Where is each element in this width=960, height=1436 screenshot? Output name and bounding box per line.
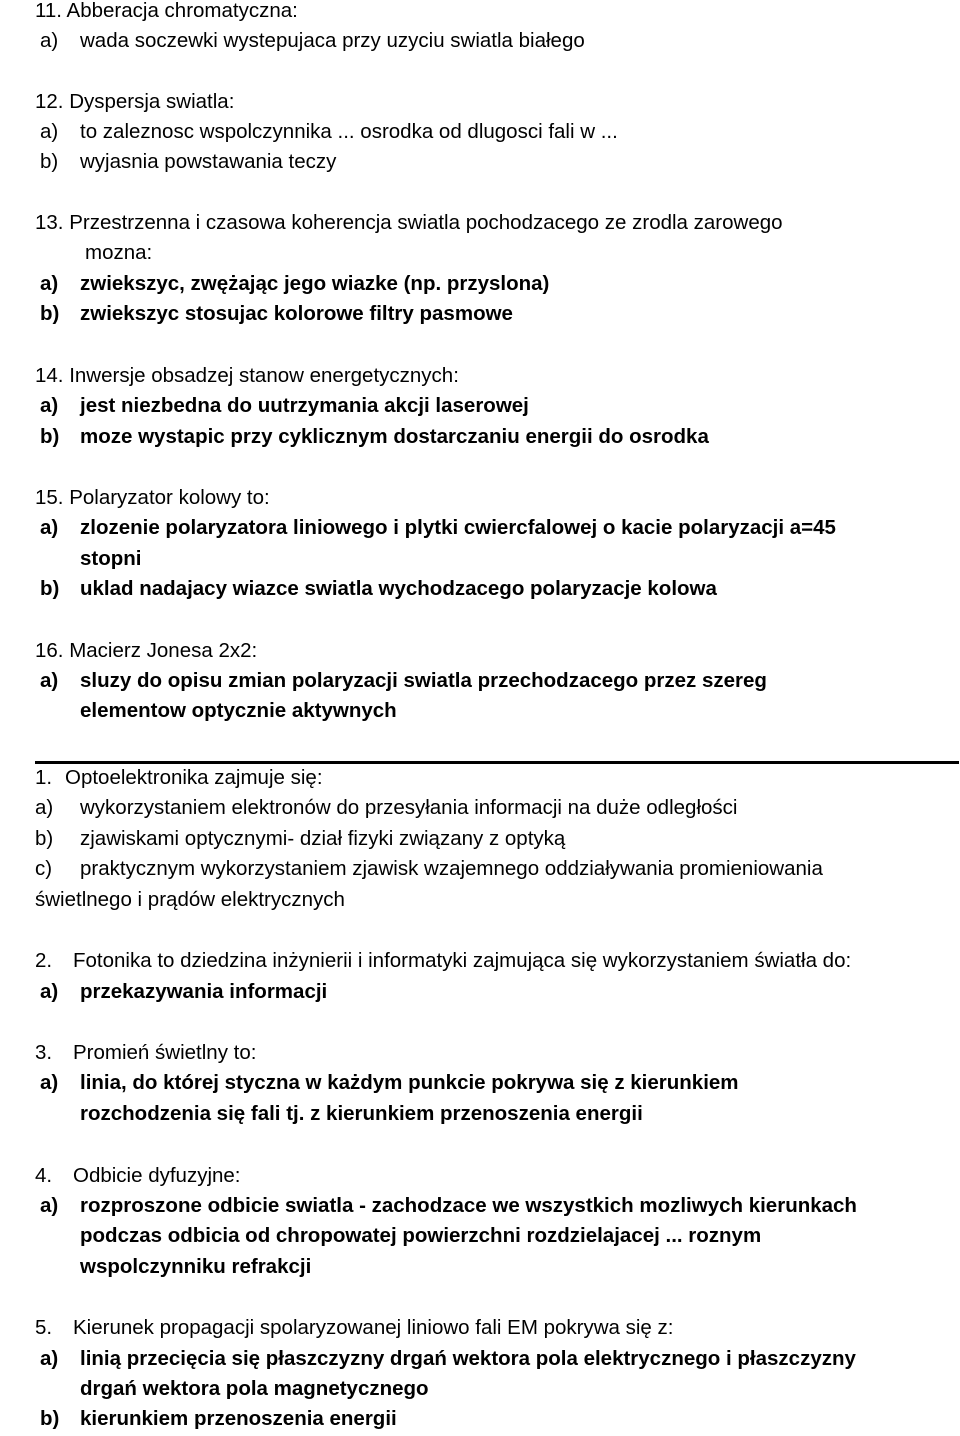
- answer-marker: a): [40, 516, 59, 539]
- answer-text: wada soczewki wystepujaca przy uzyciu swiatla białego: [80, 29, 585, 52]
- question-16-title: 16. Macierz Jonesa 2x2:: [35, 639, 258, 662]
- answer-marker: a): [35, 796, 54, 819]
- question-5-title: [35, 1313, 674, 1343]
- question-number: 5.: [35, 1316, 53, 1339]
- answer-text: linia, do której styczna w każdym punkcie pokrywa się z kierunkiem: [80, 1071, 739, 1094]
- answer-marker: a): [40, 1194, 59, 1217]
- answer-text: linią przecięcia się płaszczyzny drgań wektora pola elektrycznego i płaszczyzny: [80, 1347, 856, 1370]
- question-12-title: 12. Dyspersja swiatla:: [35, 90, 235, 113]
- question-4-answer-a-continued: podczas odbicia od chropowatej powierzchni rozdzielajacej ... roznym: [80, 1224, 762, 1247]
- question-4-answer-a-continued-2: wspolczynniku refrakcji: [80, 1255, 312, 1278]
- answer-text: zwiekszyc stosujac kolorowe filtry pasmowe: [80, 302, 513, 325]
- answer-marker: a): [40, 29, 59, 52]
- answer-marker: b): [40, 302, 60, 325]
- answer-marker: a): [40, 120, 59, 143]
- answer-text: zwiekszyc, zwężając jego wiazke (np. przyslona): [80, 272, 550, 295]
- question-11-title: 11. Abberacja chromatyczna:: [35, 0, 298, 22]
- question-15-title: 15. Polaryzator kolowy to:: [35, 486, 270, 509]
- answer-text: praktycznym wykorzystaniem zjawisk wzajemnego oddziaływania promieniowania: [80, 857, 823, 880]
- question-number: 2.: [35, 949, 53, 972]
- answer-marker: c): [35, 857, 53, 880]
- answer-text: zjawiskami optycznymi- dział fizyki związany z optyką: [80, 827, 566, 850]
- question-number: 1.: [35, 766, 53, 789]
- answer-text: rozproszone odbicie swiatla - zachodzace we wszystkich mozliwych kierunkach: [80, 1194, 857, 1217]
- question-5-answer-a-continued: drgań wektora pola magnetycznego: [80, 1377, 429, 1400]
- answer-marker: b): [35, 827, 54, 850]
- question-13-title-continued: mozna:: [85, 241, 153, 264]
- answer-text: jest niezbedna do uutrzymania akcji laserowej: [80, 394, 529, 417]
- question-1-answer-c-continued: świetlnego i prądów elektrycznych: [35, 888, 345, 911]
- answer-marker: a): [40, 669, 59, 692]
- answer-marker: b): [40, 150, 59, 173]
- question-13-title: 13. Przestrzenna i czasowa koherencja swiatla pochodzacego ze zrodla zarowego: [35, 211, 783, 234]
- answer-text: uklad nadajacy wiazce swiatla wychodzacego polaryzacje kolowa: [80, 577, 717, 600]
- question-15-answer-a-continued: stopni: [80, 547, 142, 570]
- answer-text: wyjasnia powstawania teczy: [80, 150, 337, 173]
- question-14-title: 14. Inwersje obsadzej stanow energetycznych:: [35, 364, 459, 387]
- answer-marker: b): [40, 577, 60, 600]
- question-text: Kierunek propagacji spolaryzowanej liniowo fali EM pokrywa się z:: [73, 1316, 674, 1339]
- question-3-title: [35, 1038, 257, 1068]
- question-16-answer-a-continued: elementow optycznie aktywnych: [80, 699, 397, 722]
- answer-marker: a): [40, 980, 59, 1003]
- answer-text: sluzy do opisu zmian polaryzacji swiatla przechodzacego przez szereg: [80, 669, 767, 692]
- question-number: 3.: [35, 1041, 53, 1064]
- question-2-title: [35, 946, 852, 976]
- answer-marker: a): [40, 394, 59, 417]
- question-4-title: [35, 1161, 241, 1191]
- answer-marker: b): [40, 1407, 60, 1430]
- answer-text: moze wystapic przy cyklicznym dostarczaniu energii do osrodka: [80, 425, 709, 448]
- answer-marker: b): [40, 425, 60, 448]
- answer-text: kierunkiem przenoszenia energii: [80, 1407, 397, 1430]
- answer-marker: a): [40, 1071, 59, 1094]
- question-text: Promień świetlny to:: [73, 1041, 257, 1064]
- answer-marker: a): [40, 272, 59, 295]
- answer-text: wykorzystaniem elektronów do przesyłania informacji na duże odległości: [80, 796, 738, 819]
- question-number: 4.: [35, 1164, 53, 1187]
- question-1-title: [35, 763, 323, 793]
- answer-text: to zaleznosc wspolczynnika ... osrodka od dlugosci fali w ...: [80, 120, 618, 143]
- answer-text: przekazywania informacji: [80, 980, 328, 1003]
- question-text: Odbicie dyfuzyjne:: [73, 1164, 241, 1187]
- answer-text: zlozenie polaryzatora liniowego i plytki cwiercfalowej o kacie polaryzacji a=45: [80, 516, 836, 539]
- question-text: Fotonika to dziedzina inżynierii i informatyki zajmująca się wykorzystaniem światła do:: [73, 949, 852, 972]
- answer-marker: a): [40, 1347, 59, 1370]
- question-text: Optoelektronika zajmuje się:: [65, 766, 323, 789]
- question-3-answer-a-continued: rozchodzenia się fali tj. z kierunkiem przenoszenia energii: [80, 1102, 643, 1125]
